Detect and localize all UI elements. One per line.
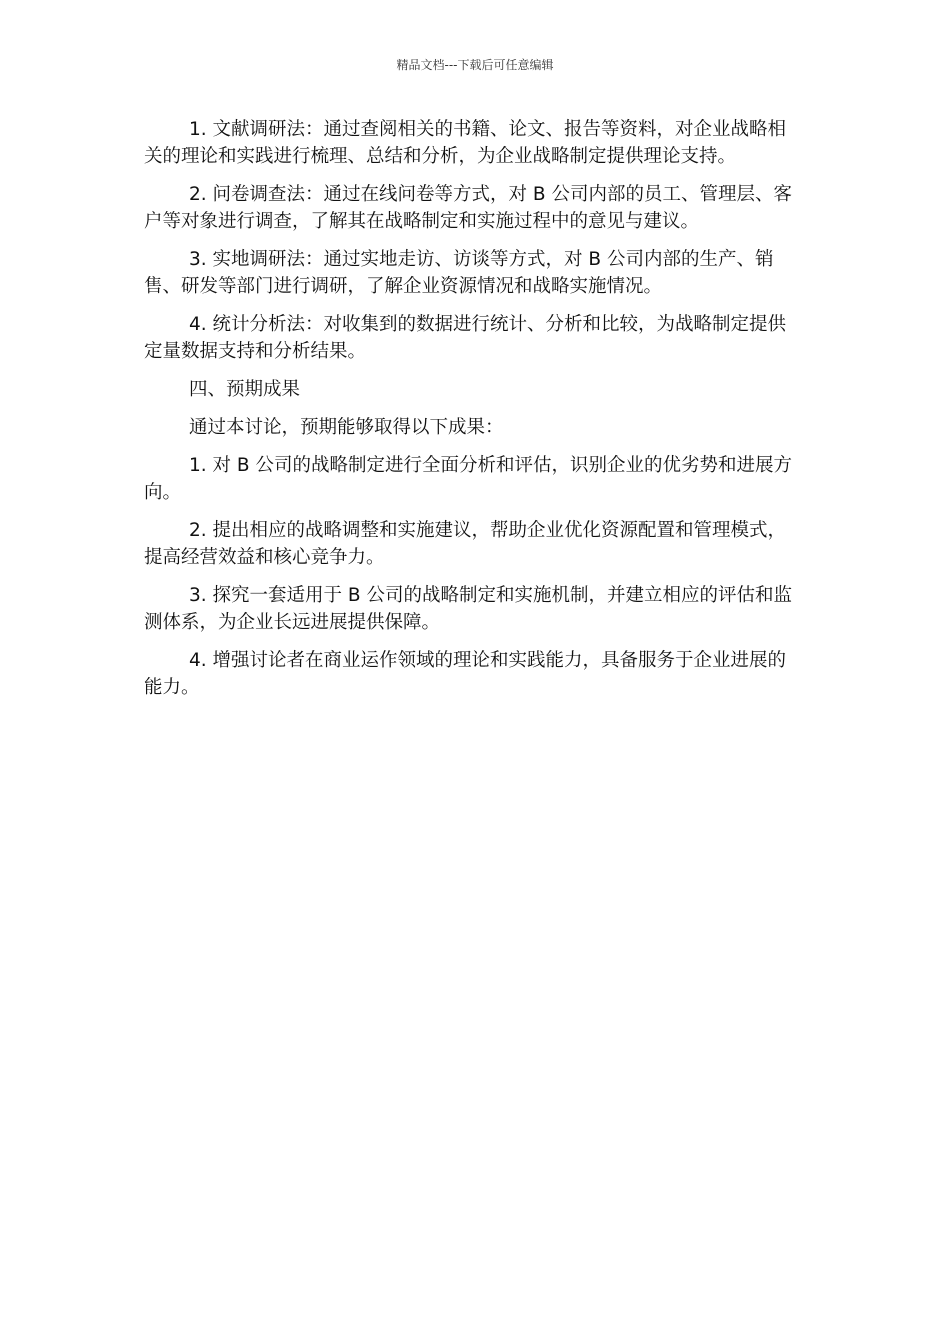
page-header: 精品文档---下载后可任意编辑 bbox=[396, 58, 554, 72]
paragraph-questionnaire: 2. 问卷调查法：通过在线问卷等方式，对 B 公司内部的员工、管理层、客户等对象进行调查，了解其在战略制定和实施过程中的意见与建议。 bbox=[144, 184, 792, 232]
paragraph-literature-research: 1. 文献调研法：通过查阅相关的书籍、论文、报告等资料，对企业战略相关的理论和实践进行梳理、总结和分析，为企业战略制定提供理论支持。 bbox=[144, 119, 787, 167]
paragraph-result-4: 4. 增强讨论者在商业运作领域的理论和实践能力，具备服务于企业进展的能力。 bbox=[144, 650, 787, 698]
section-heading-expected-results: 四、预期成果 bbox=[189, 379, 301, 400]
paragraph-statistical-analysis: 4. 统计分析法：对收集到的数据进行统计、分析和比较，为战略制定提供定量数据支持和分析结果。 bbox=[144, 314, 787, 362]
paragraph-intro-results: 通过本讨论，预期能够取得以下成果： bbox=[189, 417, 504, 438]
paragraph-result-2: 2. 提出相应的战略调整和实施建议，帮助企业优化资源配置和管理模式，提高经营效益和核心竞争力。 bbox=[144, 520, 787, 568]
paragraph-result-1: 1. 对 B 公司的战略制定进行全面分析和评估，识别企业的优劣势和进展方向。 bbox=[144, 455, 792, 503]
paragraph-result-3: 3. 探究一套适用于 B 公司的战略制定和实施机制，并建立相应的评估和监测体系，为企业长远进展提供保障。 bbox=[144, 585, 792, 633]
document-body bbox=[144, 116, 804, 712]
paragraph-field-research: 3. 实地调研法：通过实地走访、访谈等方式，对 B 公司内部的生产、销售、研发等部门进行调研，了解企业资源情况和战略实施情况。 bbox=[144, 249, 774, 297]
